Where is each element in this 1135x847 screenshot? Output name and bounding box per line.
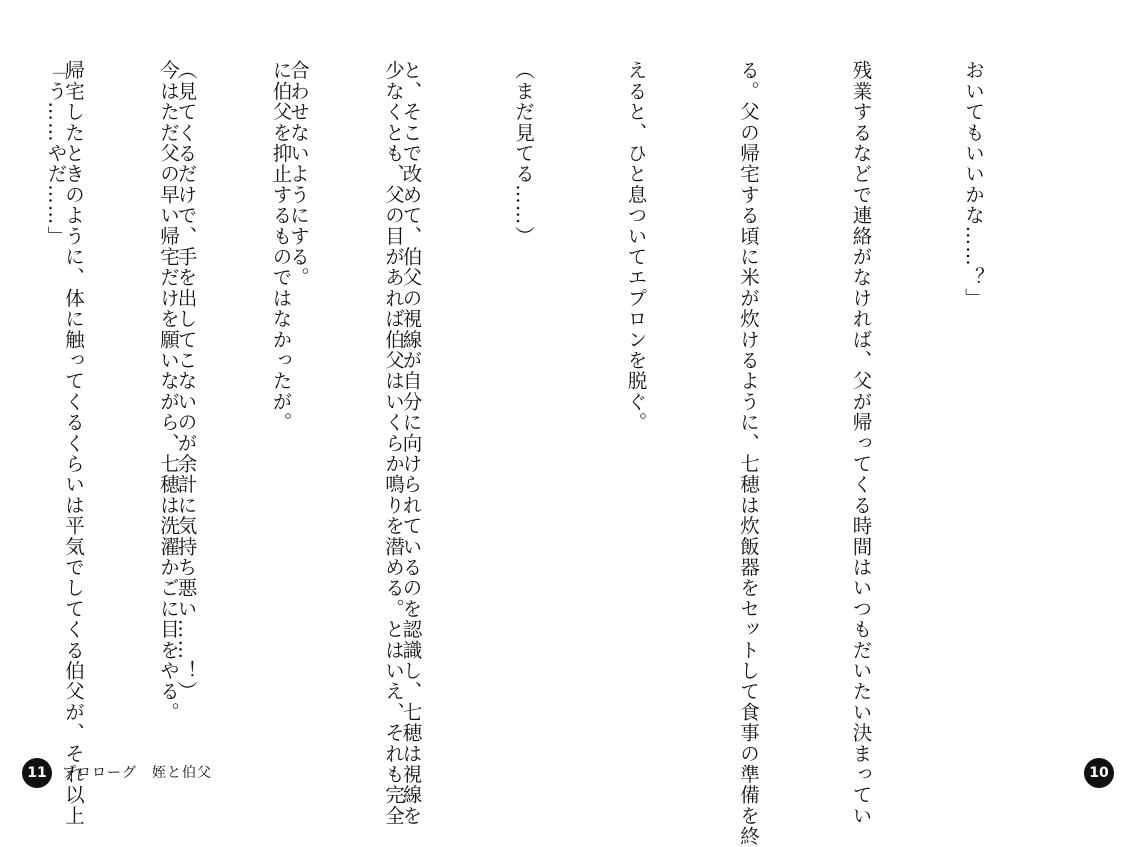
page-number-badge: 10 [1084, 758, 1114, 788]
text-line: 残業するなどで連絡がなければ、父が帰ってくる時間はいつもだいたい決まってい [849, 60, 873, 826]
text-line: 今はただ父の早い帰宅だけを願いながら、七穂は洗濯かごに目をやる。 [157, 60, 180, 723]
text-line: 「う……やだ……」 [44, 60, 68, 247]
text-line: 合わせないようにする。 [287, 60, 310, 288]
text-line: に伯父を抑止するものではなかったが。 [269, 60, 293, 433]
text-line: おいてもいいかな……？」 [962, 60, 985, 309]
text-line: えると、ひと息ついてエプロンを脱ぐ。 [624, 60, 648, 433]
text-line: と、そこで改めて、伯父の視線が自分に向けられているのを認識し、七穂は視線を [399, 60, 423, 826]
text-line: 帰宅したときのように、体に触ってくるくらいは平気でしてくる伯父が、それ以上 [62, 60, 85, 826]
page-number-badge: 11 [22, 758, 52, 788]
text-line: る。父の帰宅する頃に米が炊けるように、七穂は炊飯器をセットして食事の準備を終 [737, 60, 760, 847]
text-line: （まだ見てる……） [512, 60, 535, 247]
running-head: プロローグ 姪と伯父 [62, 765, 212, 781]
text-line: （見てくるだけで、手を出してこないのが余計に気持ち悪い……！） [174, 60, 198, 702]
text-line: 少なくとも、父の目があれば伯父はいくらか鳴りを潜める。とはいえ、それも完全 [382, 60, 405, 826]
